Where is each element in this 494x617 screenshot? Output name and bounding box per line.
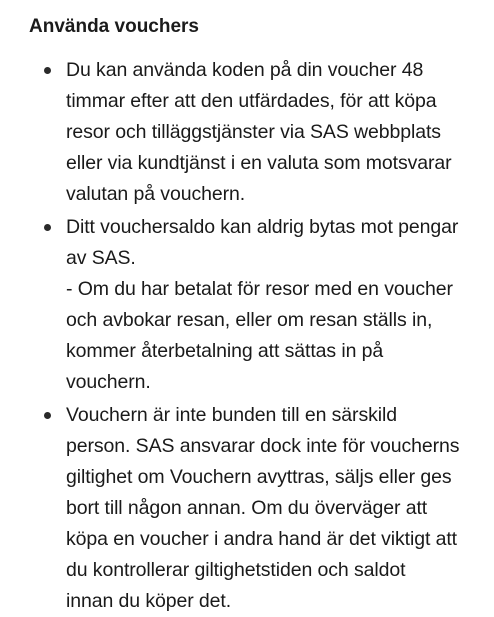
- list-item-line: kommer återbetalning att sättas in på: [66, 340, 384, 362]
- list-item-line: eller via kundtjänst i en valuta som motsvarar: [66, 152, 452, 174]
- list-item: [0, 400, 466, 617]
- list-item-line: Du kan använda koden på din voucher 48: [66, 59, 424, 81]
- list-item-line: valutan på vouchern.: [66, 183, 246, 205]
- list-item-line: person. SAS ansvarar dock inte för voucherns: [66, 435, 460, 457]
- list-item-line: giltighet om Vouchern avyttras, säljs eller ges: [66, 466, 452, 488]
- list-item-line: timmar efter att den utfärdades, för att köpa: [66, 90, 437, 112]
- list-item-line: resor och tilläggstjänster via SAS webbplats: [66, 121, 441, 143]
- list-item-line: och avbokar resan, eller om resan ställs in,: [66, 309, 433, 331]
- list-item-line: - Om du har betalat för resor med en voucher: [66, 278, 453, 300]
- list-item-line: Vouchern är inte bunden till en särskild: [66, 404, 397, 426]
- bullet-icon: [44, 67, 51, 74]
- list-item-line: av SAS.: [66, 247, 136, 269]
- list-item-line: vouchern.: [66, 371, 151, 393]
- list-item-line: köpa en voucher i andra hand är det viktigt att: [66, 528, 457, 550]
- list-item-line: bort till någon annan. Om du överväger att: [66, 497, 428, 519]
- section-heading: Använda vouchers: [29, 16, 199, 37]
- list-item-line: du kontrollerar giltighetstiden och saldot: [66, 559, 406, 581]
- bullet-icon: [44, 412, 51, 419]
- bullet-icon: [44, 224, 51, 231]
- list-item: [0, 212, 466, 398]
- list-item: [0, 55, 466, 210]
- list-item-line: innan du köper det.: [66, 590, 232, 612]
- list-item-line: Ditt vouchersaldo kan aldrig bytas mot pengar: [66, 216, 459, 238]
- voucher-rules-list: [0, 55, 466, 617]
